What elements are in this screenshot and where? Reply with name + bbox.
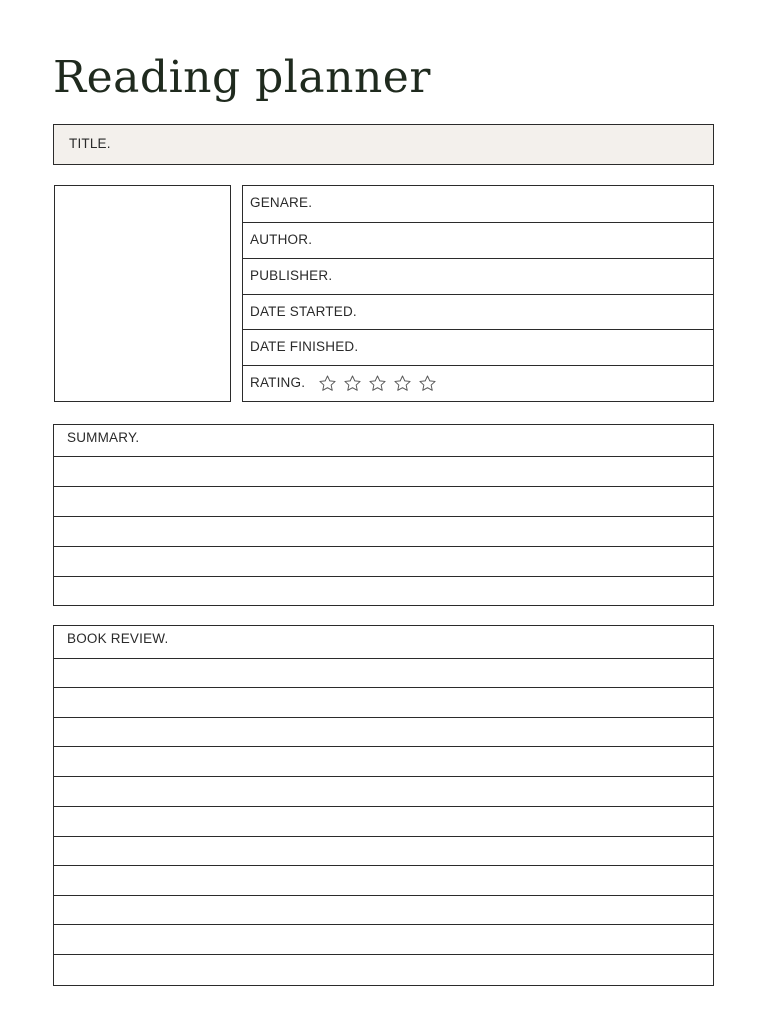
star-outline-icon[interactable] — [368, 374, 387, 393]
info-row-date-finished[interactable] — [243, 329, 713, 365]
review-line[interactable] — [54, 954, 713, 985]
summary-line[interactable] — [54, 546, 713, 576]
date-finished-label: DATE FINISHED. — [250, 339, 359, 354]
review-line[interactable] — [54, 895, 713, 924]
author-label: AUTHOR. — [250, 232, 313, 247]
review-line[interactable] — [54, 836, 713, 865]
review-line[interactable] — [54, 806, 713, 836]
summary-section — [53, 424, 714, 606]
star-outline-icon[interactable] — [393, 374, 412, 393]
review-label: BOOK REVIEW. — [67, 631, 169, 646]
publisher-label: PUBLISHER. — [250, 268, 333, 283]
review-line[interactable] — [54, 776, 713, 806]
summary-line[interactable] — [54, 576, 713, 606]
review-line[interactable] — [54, 717, 713, 746]
book-info-table — [242, 185, 714, 402]
book-review-section — [53, 625, 714, 986]
book-cover-box[interactable] — [54, 185, 231, 402]
review-line[interactable] — [54, 687, 713, 717]
review-line[interactable] — [54, 924, 713, 954]
star-outline-icon[interactable] — [318, 374, 337, 393]
summary-line[interactable] — [54, 516, 713, 546]
review-header-row — [54, 626, 713, 658]
rating-label: RATING. — [250, 375, 306, 390]
info-row-date-started[interactable] — [243, 294, 713, 330]
summary-label: SUMMARY. — [67, 430, 140, 445]
review-line[interactable] — [54, 746, 713, 776]
rating-stars — [318, 374, 437, 393]
info-row-publisher[interactable] — [243, 258, 713, 294]
star-outline-icon[interactable] — [343, 374, 362, 393]
title-label: TITLE. — [69, 136, 111, 151]
title-field[interactable] — [53, 124, 714, 165]
summary-line[interactable] — [54, 456, 713, 486]
date-started-label: DATE STARTED. — [250, 304, 357, 319]
review-line[interactable] — [54, 865, 713, 895]
summary-line[interactable] — [54, 486, 713, 516]
summary-header-row — [54, 425, 713, 456]
star-outline-icon[interactable] — [418, 374, 437, 393]
info-row-genre[interactable] — [243, 186, 713, 222]
page-title: Reading planner — [53, 52, 431, 103]
info-row-author[interactable] — [243, 222, 713, 259]
review-line[interactable] — [54, 658, 713, 687]
genre-label: GENARE. — [250, 195, 313, 210]
info-row-rating — [243, 365, 713, 402]
